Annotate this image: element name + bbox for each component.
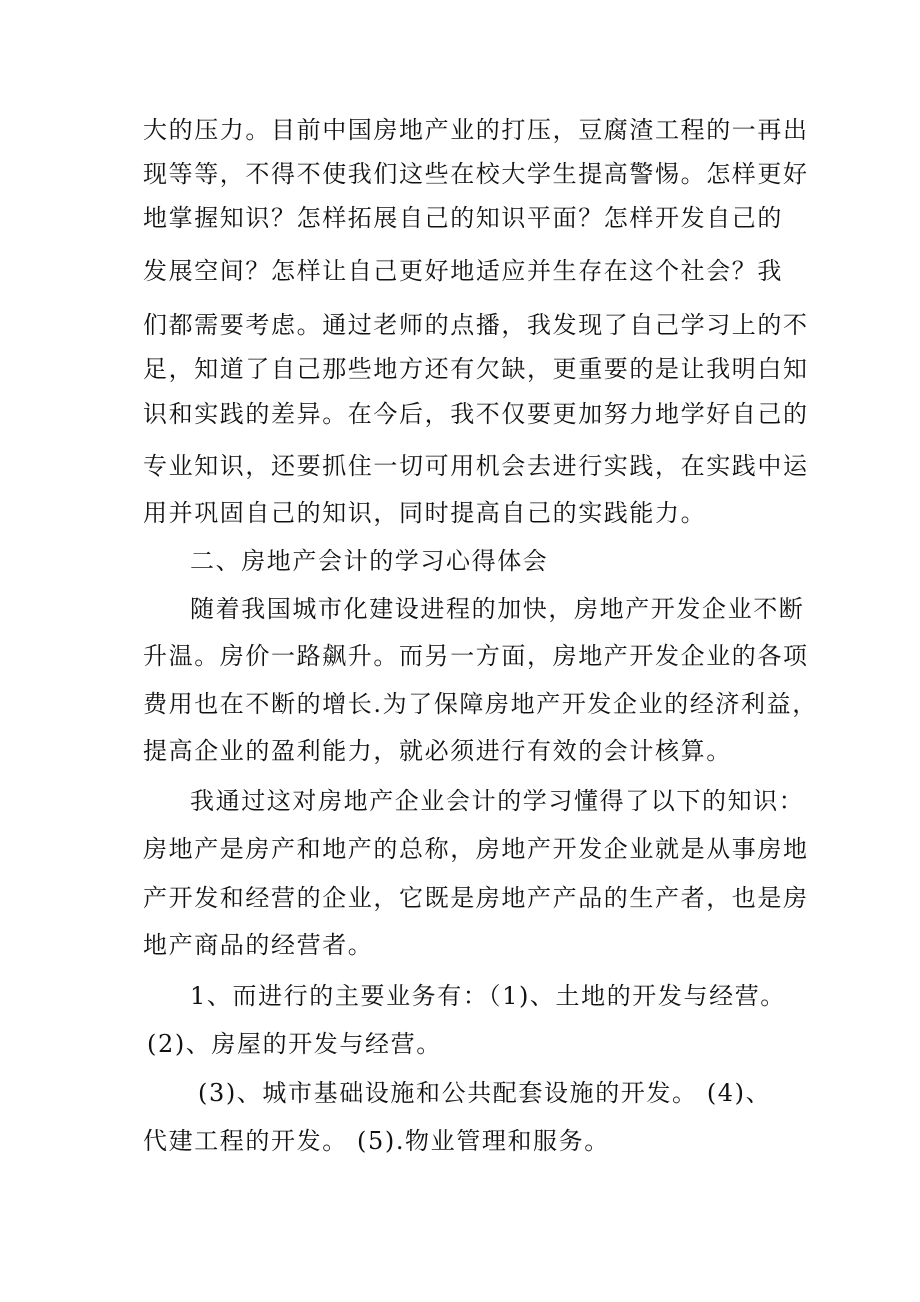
text-line-18: 地产商品的经营者。 (143, 931, 374, 959)
text-line-16: 房地产是房产和地产的总称，房地产开发企业就是从事房地 (143, 835, 809, 863)
business-item-3-4: (3)、城市基础设施和公共配套设施的开发。 (4)、 (198, 1079, 772, 1107)
text-line-11: 随着我国城市化建设进程的加快，房地产开发企业不断 (190, 595, 805, 623)
business-item-4-5: 代建工程的开发。 (5).物业管理和服务。 (143, 1127, 610, 1155)
business-item-2: (2)、房屋的开发与经营。 (147, 1030, 442, 1058)
text-line-13: 费用也在不断的增长.为了保障房地产开发企业的经济利益， (143, 690, 818, 718)
text-line-2: 现等等，不得不使我们这些在校大学生提高警惕。怎样更好 (143, 160, 809, 188)
text-line-5: 们都需要考虑。通过老师的点播，我发现了自己学习上的不 (143, 311, 809, 339)
text-line-8: 专业知识，还要抓住一切可用机会去进行实践，在实践中运 (143, 452, 809, 480)
text-line-4: 发展空间？怎样让自己更好地适应并生存在这个社会？我 (143, 257, 783, 285)
text-line-12: 升温。房价一路飙升。而另一方面，房地产开发企业的各项 (143, 642, 809, 670)
text-line-14: 提高企业的盈利能力，就必须进行有效的会计核算。 (143, 737, 732, 765)
business-list-intro: 1、而进行的主要业务有：（1)、土地的开发与经营。 (190, 982, 786, 1010)
text-line-15: 我通过这对房地产企业会计的学习懂得了以下的知识： (190, 787, 805, 815)
text-line-3: 地掌握知识？怎样拓展自己的知识平面？怎样开发自己的 (143, 204, 783, 232)
text-line-1: 大的压力。目前中国房地产业的打压，豆腐渣工程的一再出 (143, 116, 809, 144)
text-line-7: 识和实践的差异。在今后，我不仅要更加努力地学好自己的 (143, 400, 809, 428)
text-line-6: 足，知道了自己那些地方还有欠缺，更重要的是让我明白知 (143, 355, 809, 383)
section-heading: 二、房地产会计的学习心得体会 (190, 547, 549, 575)
text-line-17: 产开发和经营的企业，它既是房地产产品的生产者，也是房 (143, 884, 809, 912)
text-line-9: 用并巩固自己的知识，同时提高自己的实践能力。 (143, 499, 707, 527)
